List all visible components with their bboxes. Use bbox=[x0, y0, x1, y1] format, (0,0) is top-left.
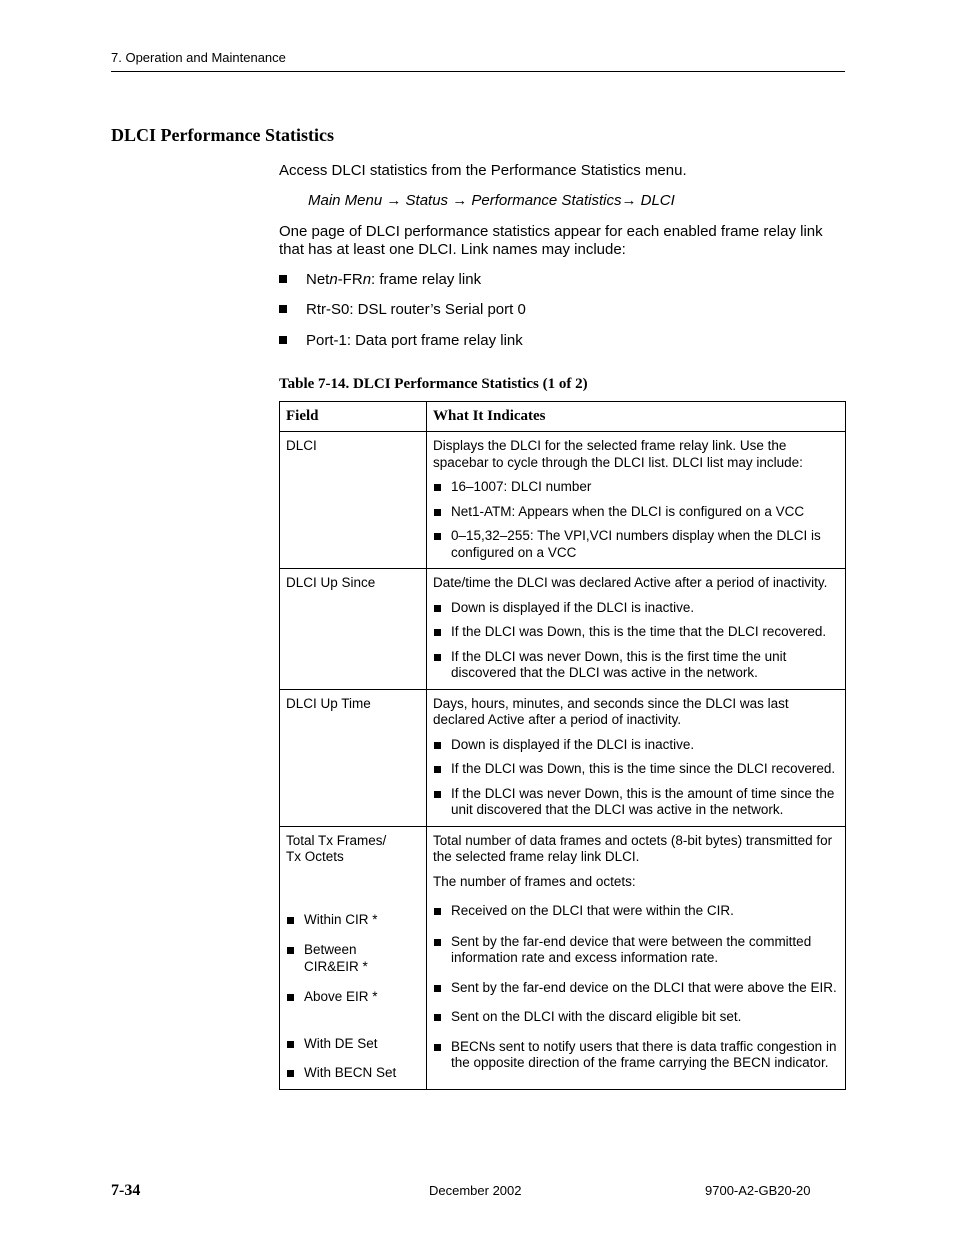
list-item: Down is displayed if the DLCI is inactive. bbox=[433, 737, 840, 754]
square-bullet-icon bbox=[286, 1036, 304, 1053]
square-bullet-icon bbox=[433, 1009, 451, 1026]
field-description: Displays the DLCI for the selected frame relay link. Use the spacebar to cycle through the DLCI list. DLCI list may include: bbox=[433, 438, 803, 470]
square-bullet-icon bbox=[286, 989, 304, 1006]
footer-date: December 2002 bbox=[429, 1183, 522, 1198]
field-name: DLCI Up Since bbox=[286, 575, 376, 590]
table-caption: Table 7-14. DLCI Performance Statistics (1 of 2) bbox=[279, 376, 588, 392]
sub-field: Within CIR * bbox=[286, 912, 421, 929]
list-item: If the DLCI was Down, this is the time that the DLCI recovered. bbox=[433, 624, 840, 641]
list-item: If the DLCI was never Down, this is the amount of time since the unit discovered that the DLCI was active in the network. bbox=[433, 786, 840, 819]
field-description: Total number of data frames and octets (8-bit bytes) transmitted for the selected frame relay link DLCI. bbox=[433, 832, 833, 864]
intro-paragraph: Access DLCI statistics from the Performance Statistics menu. bbox=[279, 162, 687, 179]
sub-field: Between CIR&EIR * bbox=[286, 942, 421, 975]
table-header-row bbox=[280, 402, 846, 432]
link-name-bullet: Port-1: Data port frame relay link bbox=[279, 332, 523, 350]
square-bullet-icon bbox=[433, 786, 451, 819]
sub-field: With BECN Set bbox=[286, 1065, 421, 1082]
square-bullet-icon bbox=[279, 275, 287, 283]
square-bullet-icon bbox=[433, 761, 451, 778]
list-item: Sent by the far-end device on the DLCI that were above the EIR. bbox=[433, 980, 840, 997]
list-item: Sent on the DLCI with the discard eligible bit set. bbox=[433, 1009, 840, 1026]
table-row bbox=[280, 432, 846, 569]
square-bullet-icon bbox=[433, 903, 451, 920]
field-name: DLCI Up Time bbox=[286, 695, 371, 711]
square-bullet-icon bbox=[433, 934, 451, 967]
table-row bbox=[280, 689, 846, 826]
running-header: 7. Operation and Maintenance bbox=[111, 50, 286, 65]
sub-field: With DE Set bbox=[286, 1036, 421, 1053]
list-item: If the DLCI was never Down, this is the first time the unit discovered that the DLCI was active in the network. bbox=[433, 649, 840, 682]
square-bullet-icon bbox=[433, 649, 451, 682]
list-item: Net1-ATM: Appears when the DLCI is configured on a VCC bbox=[433, 504, 840, 521]
square-bullet-icon bbox=[279, 305, 287, 313]
statistics-table bbox=[279, 401, 846, 1090]
square-bullet-icon bbox=[433, 479, 451, 496]
link-name-bullet: Rtr-S0: DSL router’s Serial port 0 bbox=[279, 301, 526, 319]
square-bullet-icon bbox=[433, 504, 451, 521]
list-item: Down is displayed if the DLCI is inactive. bbox=[433, 600, 840, 617]
square-bullet-icon bbox=[433, 624, 451, 641]
square-bullet-icon bbox=[286, 942, 304, 975]
page-number: 7-34 bbox=[111, 1182, 141, 1199]
list-item: If the DLCI was Down, this is the time since the DLCI recovered. bbox=[433, 761, 840, 778]
document-number: 9700-A2-GB20-20 bbox=[705, 1183, 811, 1198]
square-bullet-icon bbox=[286, 1065, 304, 1082]
field-description: Date/time the DLCI was declared Active after a period of inactivity. bbox=[433, 575, 828, 590]
sub-field: Above EIR * bbox=[286, 989, 421, 1006]
list-item: 16–1007: DLCI number bbox=[433, 479, 840, 496]
description-paragraph: One page of DLCI performance statistics appear for each enabled frame relay link that has at least one DLCI. Link names may include: bbox=[279, 223, 823, 258]
list-item: 0–15,32–255: The VPI,VCI numbers display when the DLCI is configured on a VCC bbox=[433, 528, 840, 561]
square-bullet-icon bbox=[279, 336, 287, 344]
field-description: Days, hours, minutes, and seconds since the DLCI was last declared Active after a period of inactivity. bbox=[433, 695, 789, 727]
square-bullet-icon bbox=[433, 1039, 451, 1072]
table-row bbox=[280, 826, 846, 1089]
link-name-bullet: Netn-FRn: frame relay link bbox=[279, 271, 481, 289]
menu-path: Main Menu → Status → Performance Statistics→ DLCI bbox=[308, 192, 675, 209]
list-item: BECNs sent to notify users that there is data traffic congestion in the opposite direction of the frame carrying the BECN indicator. bbox=[433, 1039, 840, 1072]
column-header-indicates: What It Indicates bbox=[427, 402, 846, 432]
header-rule bbox=[111, 71, 845, 72]
list-item: Sent by the far-end device that were between the committed information rate and excess information rate. bbox=[433, 934, 840, 967]
field-description: The number of frames and octets: bbox=[433, 873, 636, 889]
square-bullet-icon bbox=[433, 528, 451, 561]
table-row bbox=[280, 569, 846, 690]
square-bullet-icon bbox=[286, 912, 304, 929]
list-item: Received on the DLCI that were within the CIR. bbox=[433, 903, 840, 920]
square-bullet-icon bbox=[433, 980, 451, 997]
square-bullet-icon bbox=[433, 600, 451, 617]
section-title: DLCI Performance Statistics bbox=[111, 125, 334, 145]
column-header-field: Field bbox=[280, 402, 427, 432]
field-name: Total Tx Frames/ Tx Octets bbox=[286, 832, 387, 864]
square-bullet-icon bbox=[433, 737, 451, 754]
field-name: DLCI bbox=[286, 438, 317, 453]
